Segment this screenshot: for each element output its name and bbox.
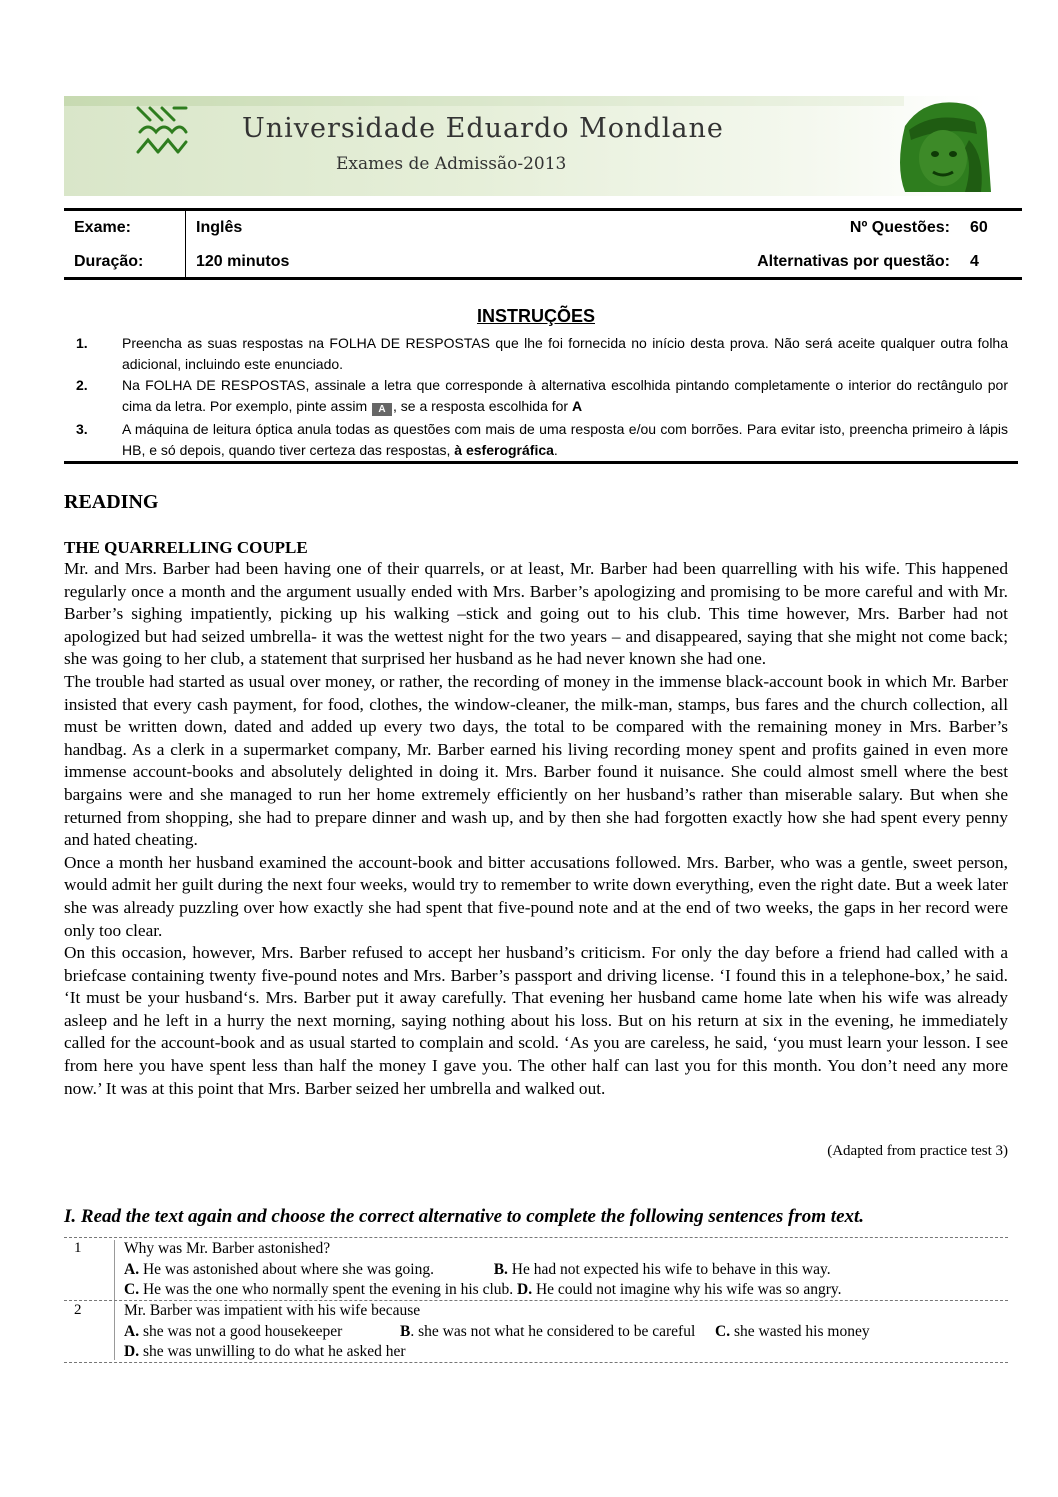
exam-value: Inglês bbox=[196, 219, 243, 236]
question-options-row bbox=[124, 1281, 841, 1299]
filled-bubble-example: A bbox=[372, 403, 392, 416]
question-number: 1 bbox=[74, 1240, 82, 1256]
option-b: . she was not what he considered to be careful bbox=[410, 1323, 696, 1340]
option-letter: A. bbox=[124, 1261, 140, 1278]
header-banner bbox=[64, 96, 986, 196]
table-top-rule bbox=[64, 1237, 1008, 1238]
story-paragraph: The trouble had started as usual over money, or rather, the recording of money in the immense black-account book in which Mr. Barber insisted that every cash payment, for food, clothes, the window-cleaner, the milk-man, stamps, bus fares and the church collection, all must be written down, dated and added up every two days, the total to be compared with the remaining money in Mrs. Barber’s handbag. As a clerk in a supermarket company, Mr. Barber earned his living recording money spent and profits gained in even more immense account-books and absolutely delighted in doing it. Mrs. Barber found it nuisance. She could almost smell where the best bargains were and she managed to run her home extremely efficiently on her husband’s rather than miserable salary. But when she returned from shopping, she had to prepare dinner and wash up, and by then she had forgotten exactly how she had spent every penny and hated cheating. bbox=[64, 671, 1008, 850]
story-title: THE QUARRELLING COUPLE bbox=[64, 538, 308, 557]
option-letter: D. bbox=[517, 1281, 533, 1298]
instruction-2-text-after: , se a resposta escolhida for bbox=[393, 398, 569, 414]
instructions-bottom-rule bbox=[64, 461, 1018, 464]
info-divider bbox=[185, 211, 186, 278]
instruction-number: 2. bbox=[76, 377, 88, 393]
story-paragraph: On this occasion, however, Mrs. Barber refused to accept her husband’s criticism. For only the day before a friend had called with a briefcase containing twenty five-pound notes and Mrs. Barber’s passport and driving license. ‘I found this in a telephone-box,’ he said. ‘It must be your husband‘s. Mrs. Barber put it away carefully. That evening her husband came home late when his wife was already asleep and he left in a hurry the next morning, saying nothing about his loss. But on his return at six in the evening, he immediately called for the account-book and as usual started to complain and scold. ‘As you are careless, he said, ‘you must learn your lesson. I see from here you have spent less than half the money I gave you. The other half can last you for this month. You don’t need any more now.’ It was at this point that Mrs. Barber seized her umbrella and walked out. bbox=[64, 943, 1008, 1098]
option-letter: D. bbox=[124, 1343, 140, 1360]
option-letter: B bbox=[400, 1323, 411, 1340]
option-c: He was the one who normally spent the evening in his club. bbox=[142, 1281, 514, 1298]
info-top-rule bbox=[64, 208, 1022, 211]
question-options-row bbox=[124, 1261, 831, 1279]
option-letter: A. bbox=[124, 1323, 140, 1340]
instruction-number: 1. bbox=[76, 335, 88, 351]
question-options-row bbox=[124, 1323, 870, 1341]
option-d: He could not imagine why his wife was so angry. bbox=[535, 1281, 842, 1298]
option-d: she was unwilling to do what he asked her bbox=[142, 1343, 406, 1360]
instruction-text bbox=[122, 419, 1008, 461]
instructions-title: INSTRUÇÕES bbox=[476, 306, 595, 326]
exam-label: Exame: bbox=[74, 219, 131, 236]
info-bottom-rule bbox=[64, 277, 1022, 280]
source-note: (Adapted from practice test 3) bbox=[827, 1143, 1008, 1159]
table-bottom-rule bbox=[64, 1362, 1008, 1363]
instruction-2-text: Na FOLHA DE RESPOSTAS, assinale a letra que corresponde à alternativa escolhida pintando completamente o interior do rectângulo por cima da letra. Por exemplo, pinte assim bbox=[122, 377, 1008, 414]
duration-value: 120 minutos bbox=[196, 253, 290, 270]
instruction-3-bold: à esferográfica bbox=[454, 442, 554, 458]
duration-label: Duração: bbox=[74, 253, 144, 270]
uem-logo-icon bbox=[132, 102, 192, 156]
questions-value: 60 bbox=[970, 219, 988, 236]
option-c: she wasted his money bbox=[733, 1323, 870, 1340]
option-b: He had not expected his wife to behave in this way. bbox=[511, 1261, 831, 1278]
exam-subtitle: Exames de Admissão-2013 bbox=[336, 154, 567, 174]
option-letter: C. bbox=[715, 1323, 731, 1340]
alternatives-label: Alternativas por questão: bbox=[757, 253, 950, 270]
university-name: Universidade Eduardo Mondlane bbox=[242, 113, 724, 144]
option-letter: B. bbox=[493, 1261, 508, 1278]
instruction-3-text-after: . bbox=[553, 442, 558, 458]
story-text bbox=[64, 558, 1008, 1100]
row-separator bbox=[64, 1300, 1008, 1301]
instruction-text bbox=[122, 333, 1008, 375]
instruction-text bbox=[122, 375, 1008, 417]
portrait-icon bbox=[895, 96, 995, 196]
question-options-row bbox=[124, 1343, 406, 1361]
story-paragraph: Mr. and Mrs. Barber had been having one of their quarrels, or at least, Mr. Barber had been quarrelling with his wife. This happened regularly once a month and the argument usually ended with Mrs. Barber’s apologizing and promising to be more careful and with Mr. Barber’s sighing impatiently, picking up his walking –stick and going out to his club. This time however, Mrs. Barber had not apologized but had seized umbrella- it was the wettest night for the two years – and disappeared, saying that she might not come back; she was going to her club, a statement that surprised her husband as he had never known she had one. bbox=[64, 559, 1008, 669]
questions-label: Nº Questões: bbox=[849, 219, 950, 236]
option-letter: C. bbox=[124, 1281, 140, 1298]
section-title: READING bbox=[64, 491, 159, 513]
question-number: 2 bbox=[74, 1302, 82, 1318]
option-a: He was astonished about where she was going. bbox=[142, 1261, 434, 1278]
question-text: Mr. Barber was impatient with his wife because bbox=[124, 1302, 421, 1319]
instruction-number: 3. bbox=[76, 421, 88, 437]
option-a: she was not a good housekeeper bbox=[142, 1323, 343, 1340]
questions-heading: I. Read the text again and choose the correct alternative to complete the following sentences from text. bbox=[64, 1206, 865, 1227]
alternatives-value: 4 bbox=[970, 253, 979, 270]
story-paragraph: Once a month her husband examined the account-book and bitter accusations followed. Mrs. Barber, who was a gentle, sweet person, would admit her guilt during the next four weeks, would try to remember to write down everything, even the right date. But a week later she was already puzzling over how exactly she had spent that five-pound note and at the end of two weeks, the gaps in her record were only too clear. bbox=[64, 852, 1008, 940]
instruction-2-letter: A bbox=[572, 398, 583, 414]
question-text: Why was Mr. Barber astonished? bbox=[124, 1240, 331, 1257]
instruction-3-text: A máquina de leitura óptica anula todas as questões com mais de uma resposta e/ou com borrões. Para evitar isto, preencha primeiro à lápis HB, e só depois, quando tiver certeza das respostas, bbox=[122, 421, 1008, 458]
instruction-1-text: Preencha as suas respostas na FOLHA DE RESPOSTAS que lhe foi fornecida no início desta prova. Não será aceite qualquer outra folha adicional, incluindo este enunciado. bbox=[122, 335, 1008, 372]
